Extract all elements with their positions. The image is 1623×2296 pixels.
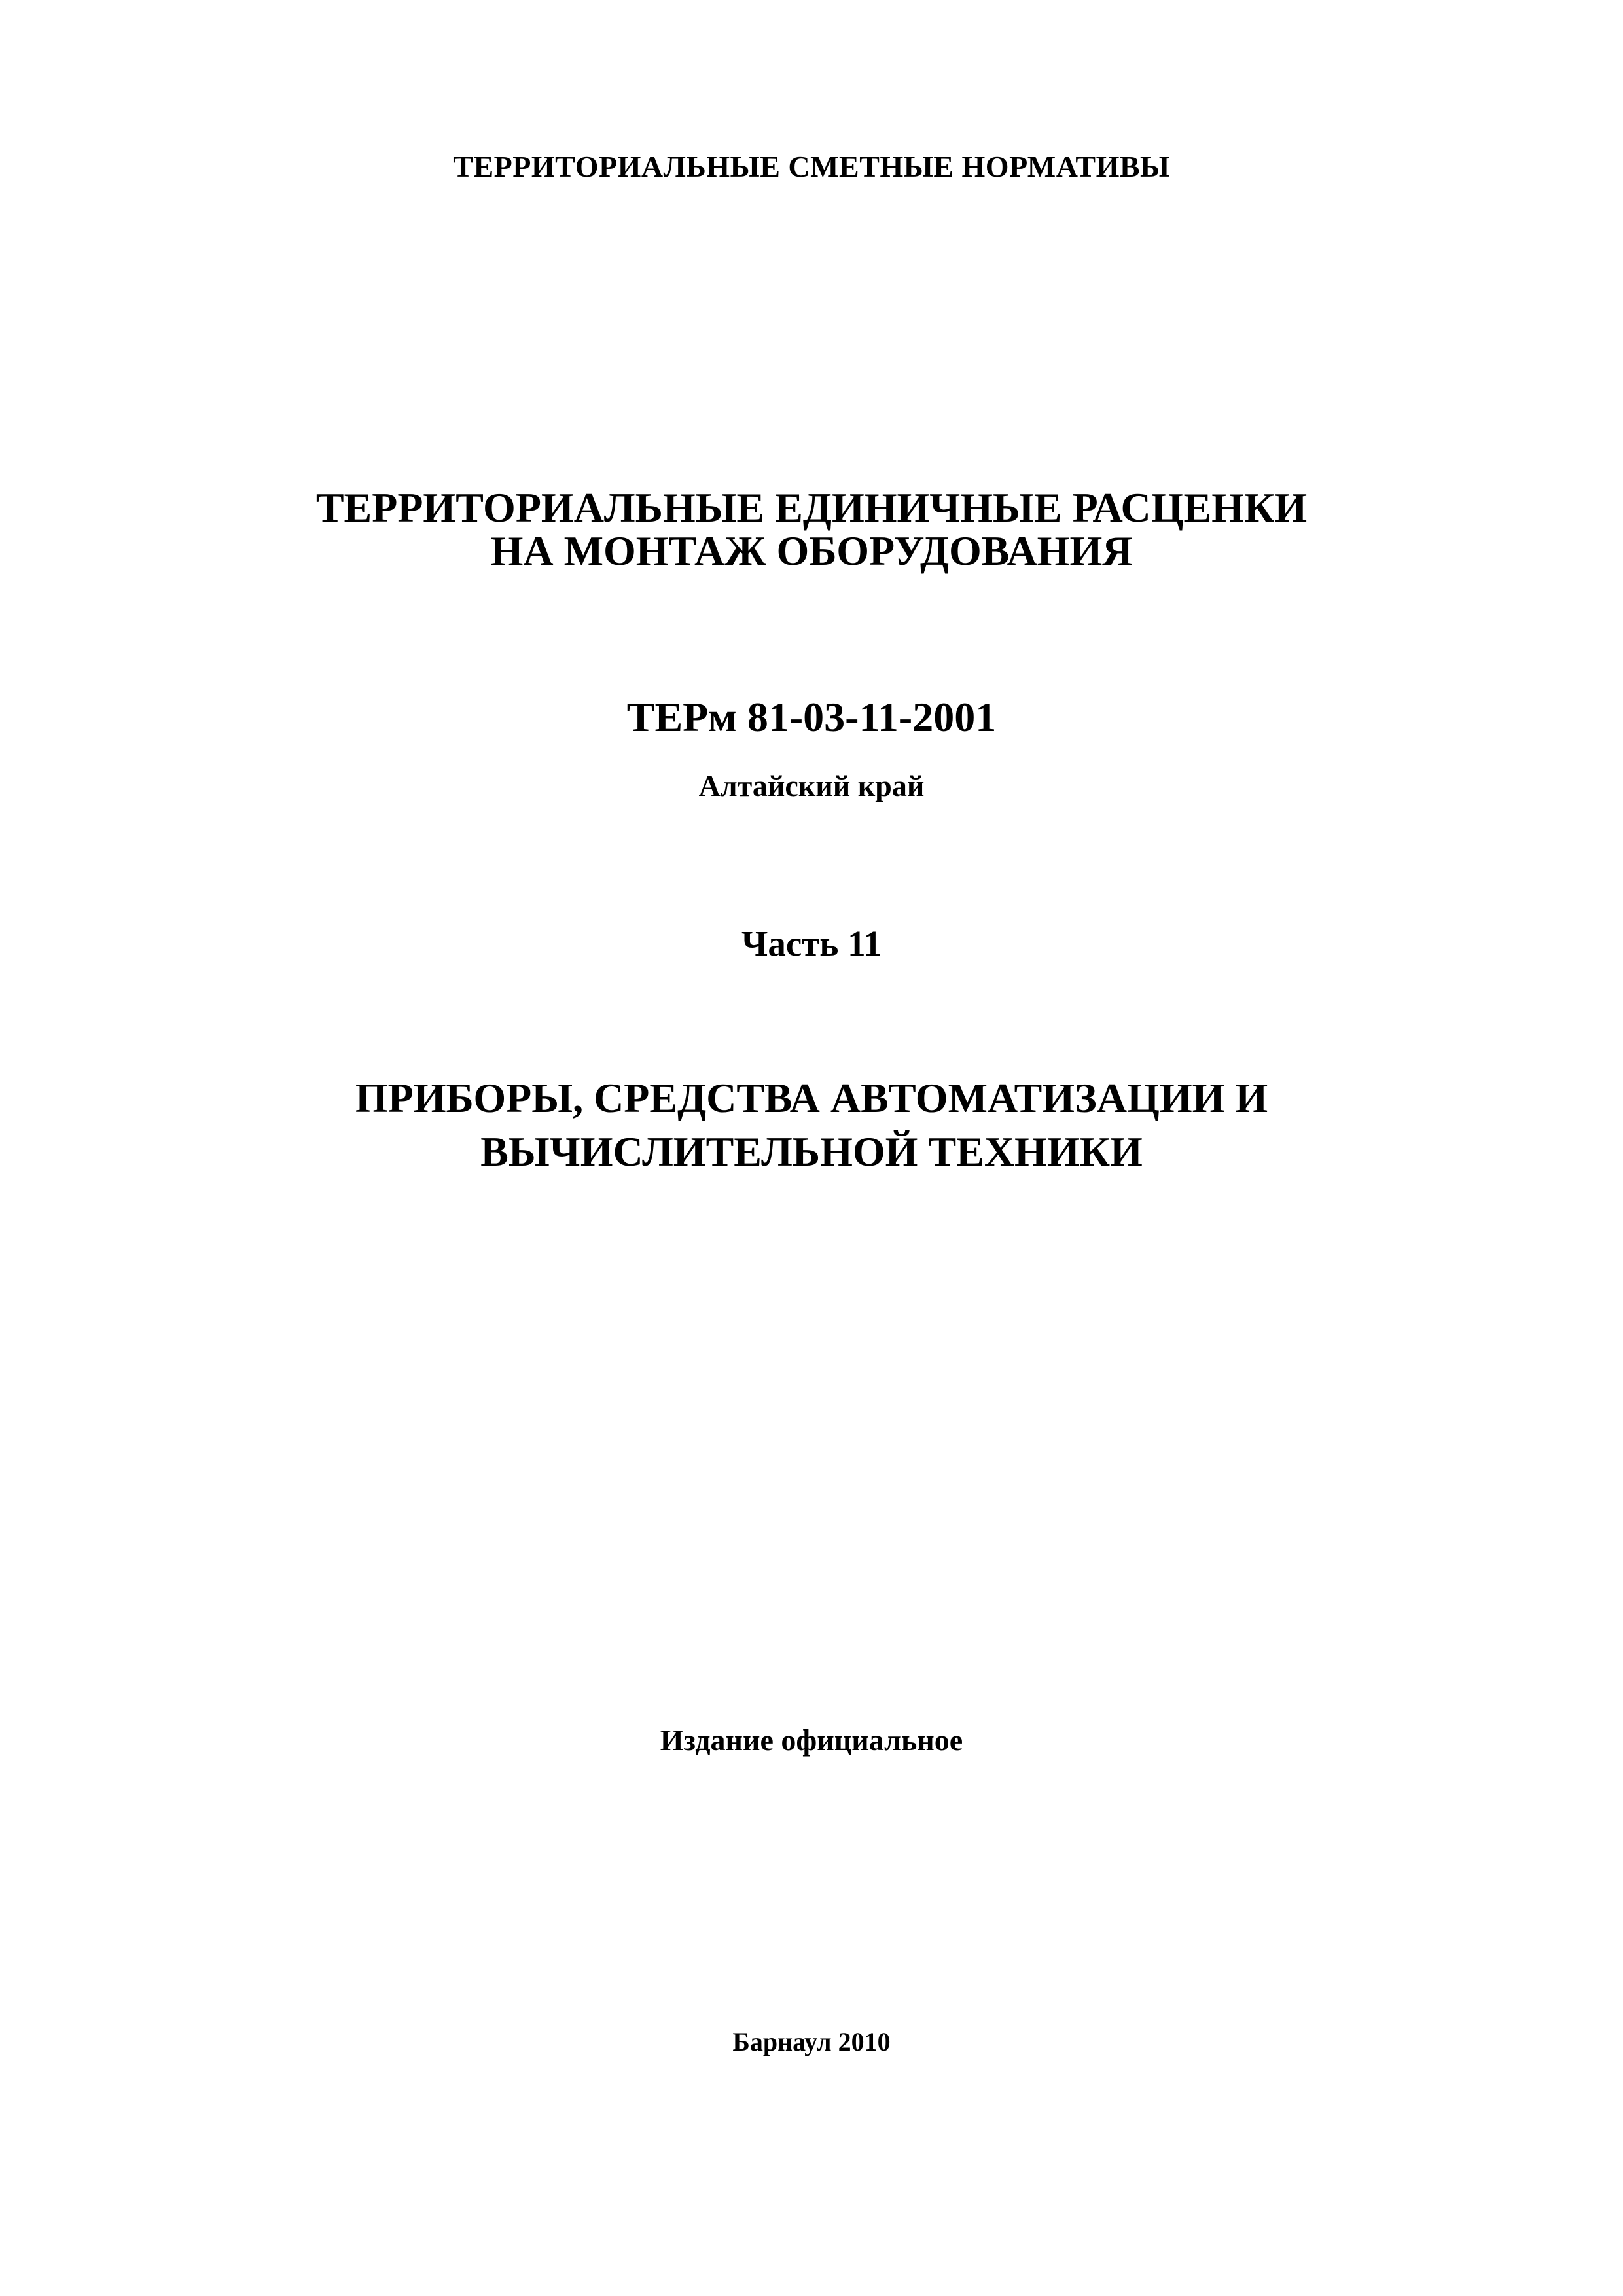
subject-title-line-1: ПРИБОРЫ, СРЕДСТВА АВТОМАТИЗАЦИИ И [355, 1075, 1268, 1121]
edition-label: Издание официальное [660, 1723, 963, 1757]
document-code: ТЕРм 81-03-11-2001 [626, 694, 997, 740]
part-number: Часть 11 [741, 924, 882, 963]
region-name: Алтайский край [698, 769, 925, 802]
document-title-line-1: ТЕРРИТОРИАЛЬНЫЕ ЕДИНИЧНЫЕ РАСЦЕНКИ [315, 484, 1308, 531]
series-header: ТЕРРИТОРИАЛЬНЫЕ СМЕТНЫЕ НОРМАТИВЫ [453, 150, 1170, 183]
place-and-year: Барнаул 2010 [732, 2027, 891, 2056]
subject-title-line-2: ВЫЧИСЛИТЕЛЬНОЙ ТЕХНИКИ [480, 1128, 1143, 1175]
document-title-line-2: НА МОНТАЖ ОБОРУДОВАНИЯ [490, 528, 1133, 574]
